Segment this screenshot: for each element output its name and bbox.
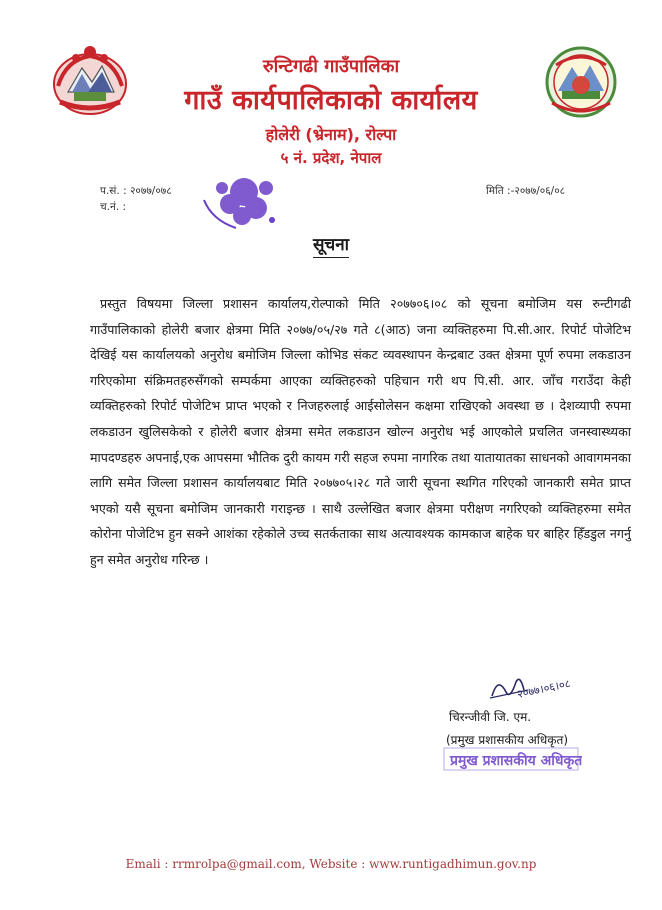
dispatch-number: च.नं. : [100, 201, 127, 213]
designation-stamp-text: प्रमुख प्रशासकीय अधिकृत [450, 753, 582, 769]
notice-body: प्रस्तुत विषयमा जिल्ला प्रशासन कार्यालय,रोल्पाको मिति २०७७०६।०८ को सूचना बमोजिम यस रुन्टीगढी गाउँपालिकाको होलेरी बजार क्षेत्रमा मिति २०७७/०५/२७ गते ८(आठ) जना व्यक्तिहरुमा पि.सी.आर. रिपोर्ट पोजेटिभ देखिई यस कार्यालयको अनुरोध बमोजिम जिल्ला कोभिड संकट व्यवस्थापन केन्द्रबाट उक्त क्षेत्रमा पूर्ण रुपमा लकडाउन गरिएकोमा संक्रिमतहरुसँगको सम्पर्कमा आएका व्यक्तिहरुको पहिचान गरी थप पि.सी. आर. जाँच गराउँदा केही व्यक्तिहरुको रिपोर्ट पोजेटिभ प्राप्त भएको र निजहरुलाई आईसोलेसन कक्षमा राखिएको अवस्था छ । देशव्यापी रुपमा लकडाउन खुलिसकेको र होलेरी बजार क्षेत्रमा समेत लकडाउन खोल्न अनुरोध भई आएकोले प्रचलित जनस्वास्थ्यका मापदण्डहरु अपनाई,एक आपसमा भौतिक दुरी कायम गरी सहज रुपमा नागरिक तथा यातायातका साधनको आवागमनका लागि समेत जिल्ला प्रशासन कार्यालयबाट मिति २०७७०५।२८ गते जारी सूचना स्थगित गरिएको जानकारी समेत प्राप्त भएको यसै सूचना बमोजिम जानकारी गराइन्छ । साथै उल्लेखित बजार क्षेत्रमा परीक्षण नगरिएको व्यक्तिहरुमा समेत कोरोना पोजेटिभ हुन सक्ने आशंका रहेकोले उच्च सतर्कताका साथ अत्यावश्यक कामकाज बाहेक घर बाहिर हिँडडुल नगर्नु हुन समेत अनुरोध गरिन्छ । [90, 296, 631, 567]
notice-title [0, 232, 662, 255]
designation-stamp-image [442, 746, 582, 774]
signer-name: चिरन्जीवी जि. एम. [449, 710, 532, 724]
footer-contact: Emali : rrmrolpa@gmail.com, Website : www.runtigadhimun.gov.np [125, 857, 537, 871]
office-title: गाउँ कार्यपालिकाको कार्यालय [184, 85, 478, 116]
office-province: ५ नं. प्रदेश, नेपाल [280, 149, 382, 167]
office-name: रुन्टिगढी गाउँपालिका [262, 56, 400, 77]
signer-title: (प्रमुख प्रशासकीय अधिकृत) [446, 733, 569, 747]
office-stamp-image [198, 170, 286, 232]
office-address: होलेरी (भ्रेनाम), रोल्पा [265, 125, 397, 144]
letter-date: मिति :-२०७७/०६/०८ [486, 185, 566, 197]
letter-number: प.सं. : २०७७/०७८ [100, 185, 172, 197]
notice-title-text: सूचना [313, 235, 349, 258]
signature-image [488, 672, 598, 706]
handwritten-date: २०७७।०६।०८ [515, 676, 572, 701]
